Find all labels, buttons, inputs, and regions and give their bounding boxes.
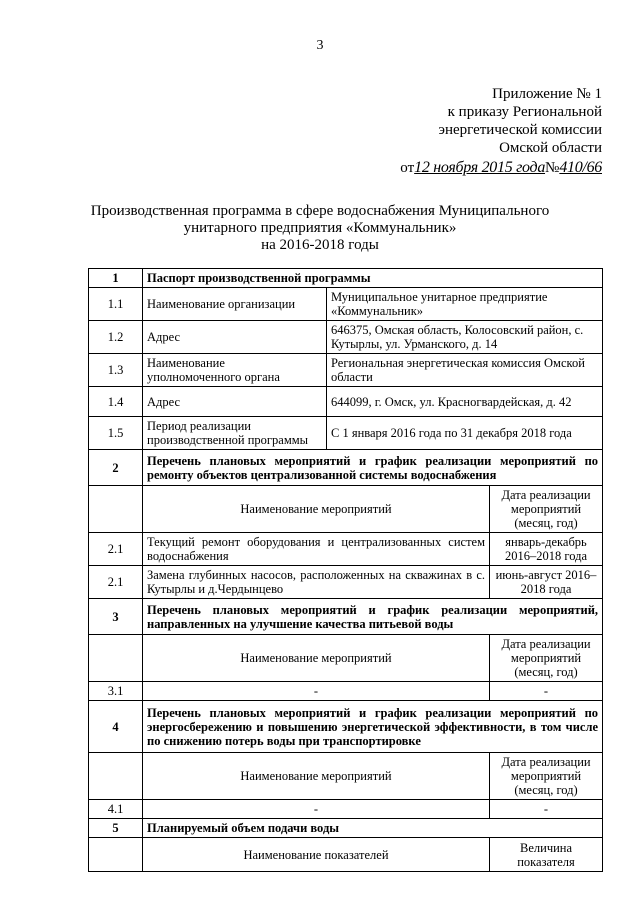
- column-header-name: Наименование мероприятий: [143, 486, 490, 533]
- date-prefix: от: [400, 160, 415, 176]
- row-number: 3.1: [89, 682, 143, 701]
- section-heading: Перечень плановых мероприятий и график реализации мероприятий по ремонту объектов централизованной системы водоснабжения: [143, 450, 603, 486]
- measure-name: Текущий ремонт оборудования и централизованных систем водоснабжения: [143, 533, 490, 566]
- row-label: Период реализации производственной программы: [143, 417, 327, 450]
- table-row: [89, 417, 603, 450]
- column-header-indicator: Наименование показателей: [143, 838, 490, 872]
- row-label: Адрес: [143, 387, 327, 417]
- measure-date: -: [490, 682, 603, 701]
- appendix-line-3: энергетической комиссии: [438, 122, 602, 138]
- appendix-line-4: Омской области: [499, 140, 602, 156]
- measure-name: -: [143, 800, 490, 819]
- table-row: [89, 387, 603, 417]
- title-line-3: на 2016-2018 годы: [261, 237, 379, 253]
- measure-name: Замена глубинных насосов, расположенных на скважинах в с. Кутырлы и д.Чердынцево: [143, 566, 490, 599]
- measure-date: -: [490, 800, 603, 819]
- section-heading: Паспорт производственной программы: [143, 269, 603, 288]
- column-header-row: [89, 838, 603, 872]
- table-row: [89, 354, 603, 387]
- section-number: 3: [89, 599, 143, 635]
- appendix-block: [400, 85, 602, 177]
- row-value: Региональная энергетическая комиссия Омской области: [327, 354, 603, 387]
- empty-cell: [89, 635, 143, 682]
- table-row: [89, 533, 603, 566]
- appendix-line-1: Приложение № 1: [492, 86, 602, 102]
- column-header-date: Дата реализации мероприятий (месяц, год): [490, 635, 603, 682]
- section-heading: Перечень плановых мероприятий и график реализации мероприятий, направленных на улучшение качества питьевой воды: [143, 599, 603, 635]
- row-number: 1.3: [89, 354, 143, 387]
- number-prefix: №: [545, 160, 560, 176]
- column-header-name: Наименование мероприятий: [143, 635, 490, 682]
- column-header-name: Наименование мероприятий: [143, 753, 490, 800]
- row-number: 1.4: [89, 387, 143, 417]
- section-number: 4: [89, 701, 143, 753]
- row-label: Наименование организации: [143, 288, 327, 321]
- row-value: 644099, г. Омск, ул. Красногвардейская, д. 42: [327, 387, 603, 417]
- program-table: [88, 268, 603, 872]
- section-number: 1: [89, 269, 143, 288]
- empty-cell: [89, 838, 143, 872]
- row-label: Адрес: [143, 321, 327, 354]
- row-number: 1.2: [89, 321, 143, 354]
- section-1-header-row: [89, 269, 603, 288]
- column-header-row: [89, 635, 603, 682]
- measure-date: январь-декабрь 2016–2018 года: [490, 533, 603, 566]
- row-value: 646375, Омская область, Колосовский район, с. Кутырлы, ул. Урманского, д. 14: [327, 321, 603, 354]
- table-row: [89, 566, 603, 599]
- order-date-number: [400, 159, 602, 177]
- appendix-line-2: к приказу Региональной: [447, 104, 602, 120]
- row-label: Наименование уполномоченного органа: [143, 354, 327, 387]
- empty-cell: [89, 753, 143, 800]
- row-number: 2.1: [89, 533, 143, 566]
- column-header-row: [89, 486, 603, 533]
- page-number: 3: [316, 38, 324, 53]
- row-value: Муниципальное унитарное предприятие «Коммунальник»: [327, 288, 603, 321]
- document-title: [0, 203, 640, 254]
- row-number: 2.1: [89, 566, 143, 599]
- section-number: 5: [89, 819, 143, 838]
- table-row: [89, 321, 603, 354]
- measure-name: -: [143, 682, 490, 701]
- handwritten-number: 410/66: [559, 159, 602, 176]
- title-line-2: унитарного предприятия «Коммунальник»: [183, 220, 457, 236]
- table-row: [89, 288, 603, 321]
- empty-cell: [89, 486, 143, 533]
- section-4-header-row: [89, 701, 603, 753]
- row-value: С 1 января 2016 года по 31 декабря 2018 года: [327, 417, 603, 450]
- row-number: 1.1: [89, 288, 143, 321]
- section-2-header-row: [89, 450, 603, 486]
- column-header-date: Дата реализации мероприятий (месяц, год): [490, 753, 603, 800]
- section-heading: Планируемый объем подачи воды: [143, 819, 603, 838]
- table-row: [89, 800, 603, 819]
- column-header-value: Величина показателя: [490, 838, 603, 872]
- column-header-row: [89, 753, 603, 800]
- handwritten-date: 12 ноября 2015 года: [414, 159, 546, 176]
- measure-date: июнь-август 2016–2018 года: [490, 566, 603, 599]
- section-heading: Перечень плановых мероприятий и график реализации мероприятий по энергосбережению и повышению энергетической эффективности, в том числе по снижению потерь воды при транспортировке: [143, 701, 603, 753]
- table-row: [89, 682, 603, 701]
- row-number: 4.1: [89, 800, 143, 819]
- section-number: 2: [89, 450, 143, 486]
- row-number: 1.5: [89, 417, 143, 450]
- section-5-header-row: [89, 819, 603, 838]
- title-line-1: Производственная программа в сфере водоснабжения Муниципального: [90, 203, 550, 219]
- column-header-date: Дата реализации мероприятий (месяц, год): [490, 486, 603, 533]
- section-3-header-row: [89, 599, 603, 635]
